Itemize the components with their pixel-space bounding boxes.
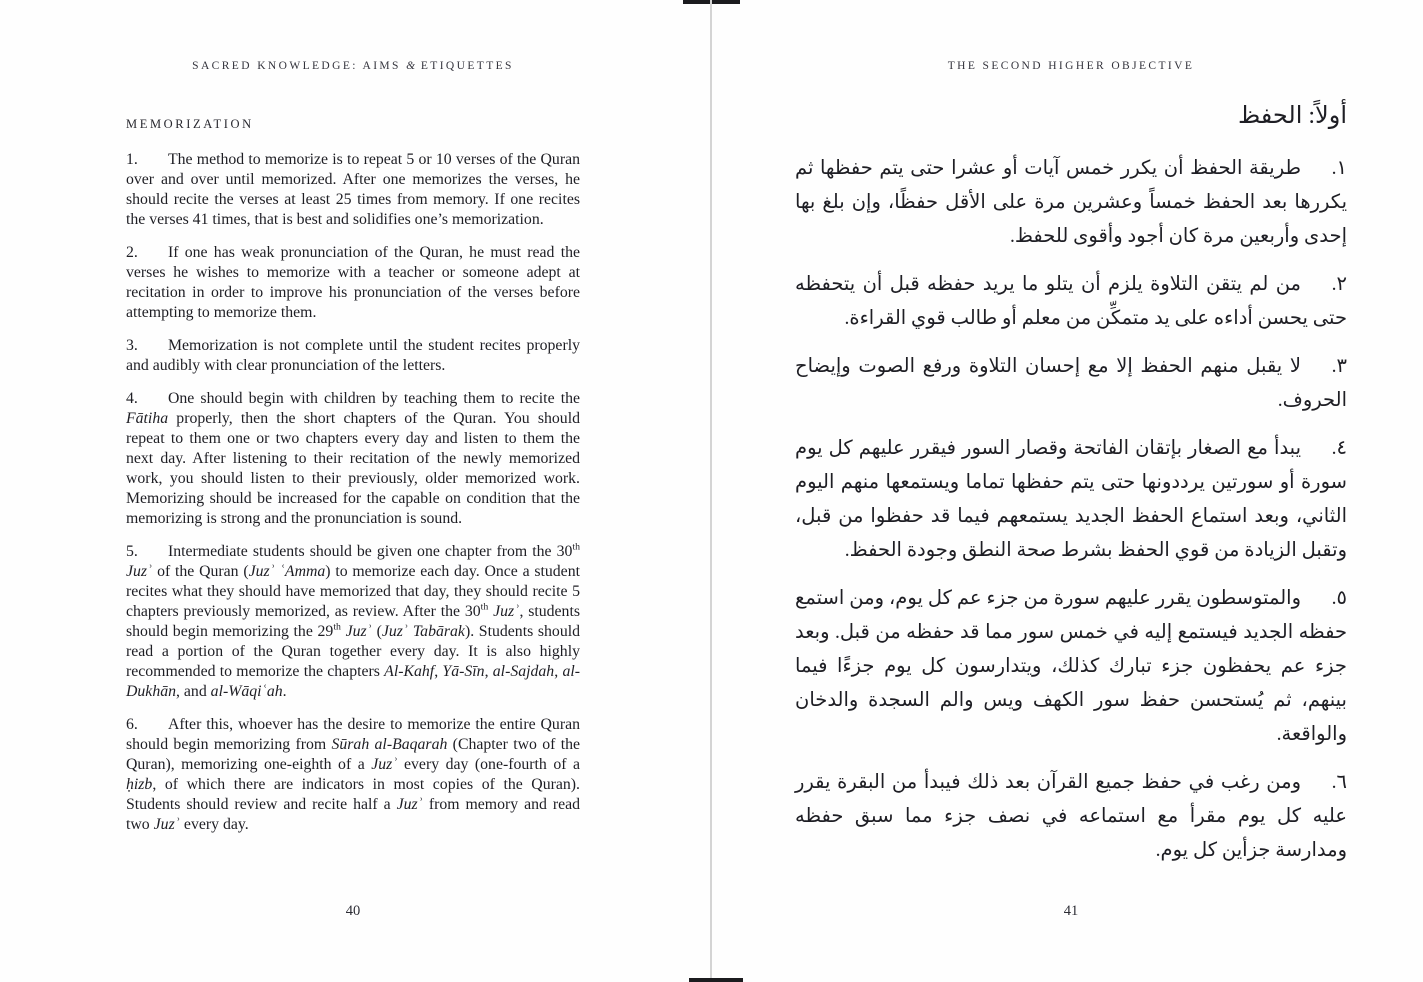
paragraph-text: لا يقبل منهم الحفظ إلا مع إحسان التلاوة ورفع الصوت وإيضاح الحروف. [795, 356, 1347, 411]
page-number-right: 41 [1063, 903, 1079, 919]
paragraph-number: 4. [126, 390, 138, 407]
paragraph-number: ٥. [1331, 588, 1347, 609]
paragraph-text: يبدأ مع الصغار بإتقان الفاتحة وقصار السور فيقرر عليهم كل يوم سورة أو سورتين يرددونها حتى يتم حفظها تماما ويستمعها منهم اليوم الثاني، وبعد استماع الحفظ الجديد يستمعهم فيما قد حفظوا من قبل، وتقبل الزيادة من قوي الحفظ بشرط صحة النطق وجودة الحفظ. [795, 438, 1347, 561]
paragraph-number: 6. [126, 716, 138, 733]
paragraph-number: 5. [126, 543, 138, 560]
gutter-bottom-mark [689, 978, 743, 982]
paragraph-text: ومن رغب في حفظ جميع القرآن بعد ذلك فيبدأ من البقرة يقرر عليه كل يوم مقرأ مع استماعه في نصف جزء مما سبق حفظه ومدارسة جزأين كل يوم. [795, 772, 1347, 861]
paragraph-number: ٤. [1331, 438, 1347, 459]
numbered-paragraph [795, 582, 1347, 752]
numbered-paragraph [126, 389, 580, 529]
numbered-paragraph [795, 350, 1347, 418]
numbered-paragraph [126, 150, 580, 230]
running-header-left: SACRED KNOWLEDGE: AIMS & ETIQUETTES [192, 60, 514, 72]
paragraph-text: من لم يتقن التلاوة يلزم أن يتلو ما يريد حفظه قبل أن يتحفظه حتى يحسن أداءه على يد متمكِّن من معلم أو طالب قوي القراءة. [795, 274, 1347, 329]
paragraph-text: If one has weak pronunciation of the Quran, he must read the verses he wishes to memorize with a teacher or someone adept at recitation in order to improve his pronunciation of the verses before attempting to memorize them. [126, 244, 580, 321]
paragraph-number: 2. [126, 244, 138, 261]
numbered-paragraph [795, 152, 1347, 254]
numbered-paragraph [126, 542, 580, 702]
paragraph-number: ١. [1331, 158, 1347, 179]
paragraph-number: ٦. [1331, 772, 1347, 793]
running-header-right: THE SECOND HIGHER OBJECTIVE [947, 60, 1195, 72]
paragraph-text: Intermediate students should be given one chapter from the 30th Juzʾ of the Quran (Juzʾ ʿAmma) to memorize each day. Once a student recites what they should have memorized that day, they should recite 5 chapters previously memorized, as review. After the 30th Juzʾ, students should begin memorizing the 29th Juzʾ (Juzʾ Tabārak). Students should read a portion of the Quran together every day. It is also highly recommended to memorize the chapters Al-Kahf, Yā-Sīn, al-Sajdah, al-Dukhān, and al-Wāqiʿah. [126, 541, 581, 700]
page-left [126, 0, 580, 982]
numbered-paragraph [126, 243, 580, 323]
paragraph-text: والمتوسطون يقرر عليهم سورة من جزء عم كل يوم، ومن استمع حفظه الجديد فيستمع إليه في خمس سور مما قد حفظه من قبل. وبعد جزء عم يحفظون جزء تبارك كذلك، ويتدارسون كل يوم جزءًا فيما بينهم، ثم يُستحسن حفظ سور الكهف ويس والم السجدة والدخان والواقعة. [795, 588, 1347, 745]
numbered-paragraph [126, 336, 580, 376]
paragraph-number: ٣. [1331, 356, 1347, 377]
body-text-arabic [795, 152, 1347, 868]
paragraph-number: ٢. [1331, 274, 1347, 295]
paragraph-text: طريقة الحفظ أن يكرر خمس آيات أو عشرا حتى يتم حفظها ثم يكررها بعد الحفظ خمساً وعشرين مرة على الأقل حفظًا، وإن بلغ بها إحدى وأربعين مرة كان أجود وأقوى للحفظ. [795, 158, 1347, 247]
section-heading-arabic: أولاً: الحفظ [1237, 103, 1347, 129]
paragraph-text: After this, whoever has the desire to memorize the entire Quran should begin memorizing from Sūrah al-Baqarah (Chapter two of the Quran), memorizing one-eighth of a Juzʾ every day (one-fourth of a ḥizb, of which there are indicators in most copies of the Quran). Students should review and recite half a Juzʾ from memory and read two Juzʾ every day. [126, 716, 581, 833]
numbered-paragraph [126, 715, 580, 835]
page-divider-line [710, 0, 712, 982]
paragraph-text: One should begin with children by teaching them to recite the Fātiha properly, then the short chapters of the Quran. You should repeat to them one or two chapters every day and listen to them the next day. After listening to their recitation of the newly memorized work, you should listen to their previously, older memorized work. Memorizing should be increased for the capable on condition that the memorizing is strong and the pronunciation is sound. [126, 390, 580, 527]
page-right [795, 0, 1347, 982]
numbered-paragraph [795, 766, 1347, 868]
section-heading-memorization: MEMORIZATION [126, 117, 254, 131]
paragraph-text: Memorization is not complete until the student recites properly and audibly with clear pronunciation of the letters. [126, 337, 580, 374]
page-number-left: 40 [345, 903, 361, 919]
body-text-english [126, 150, 580, 835]
paragraph-number: 3. [126, 337, 138, 354]
paragraph-text: The method to memorize is to repeat 5 or 10 verses of the Quran over and over until memorized. After one memorizes the verses, he should recite the verses at least 25 times from memory. If one recites the verses 41 times, that is best and solidifies one’s memorization. [126, 151, 580, 228]
numbered-paragraph [795, 432, 1347, 568]
numbered-paragraph [795, 268, 1347, 336]
paragraph-number: 1. [126, 151, 138, 168]
